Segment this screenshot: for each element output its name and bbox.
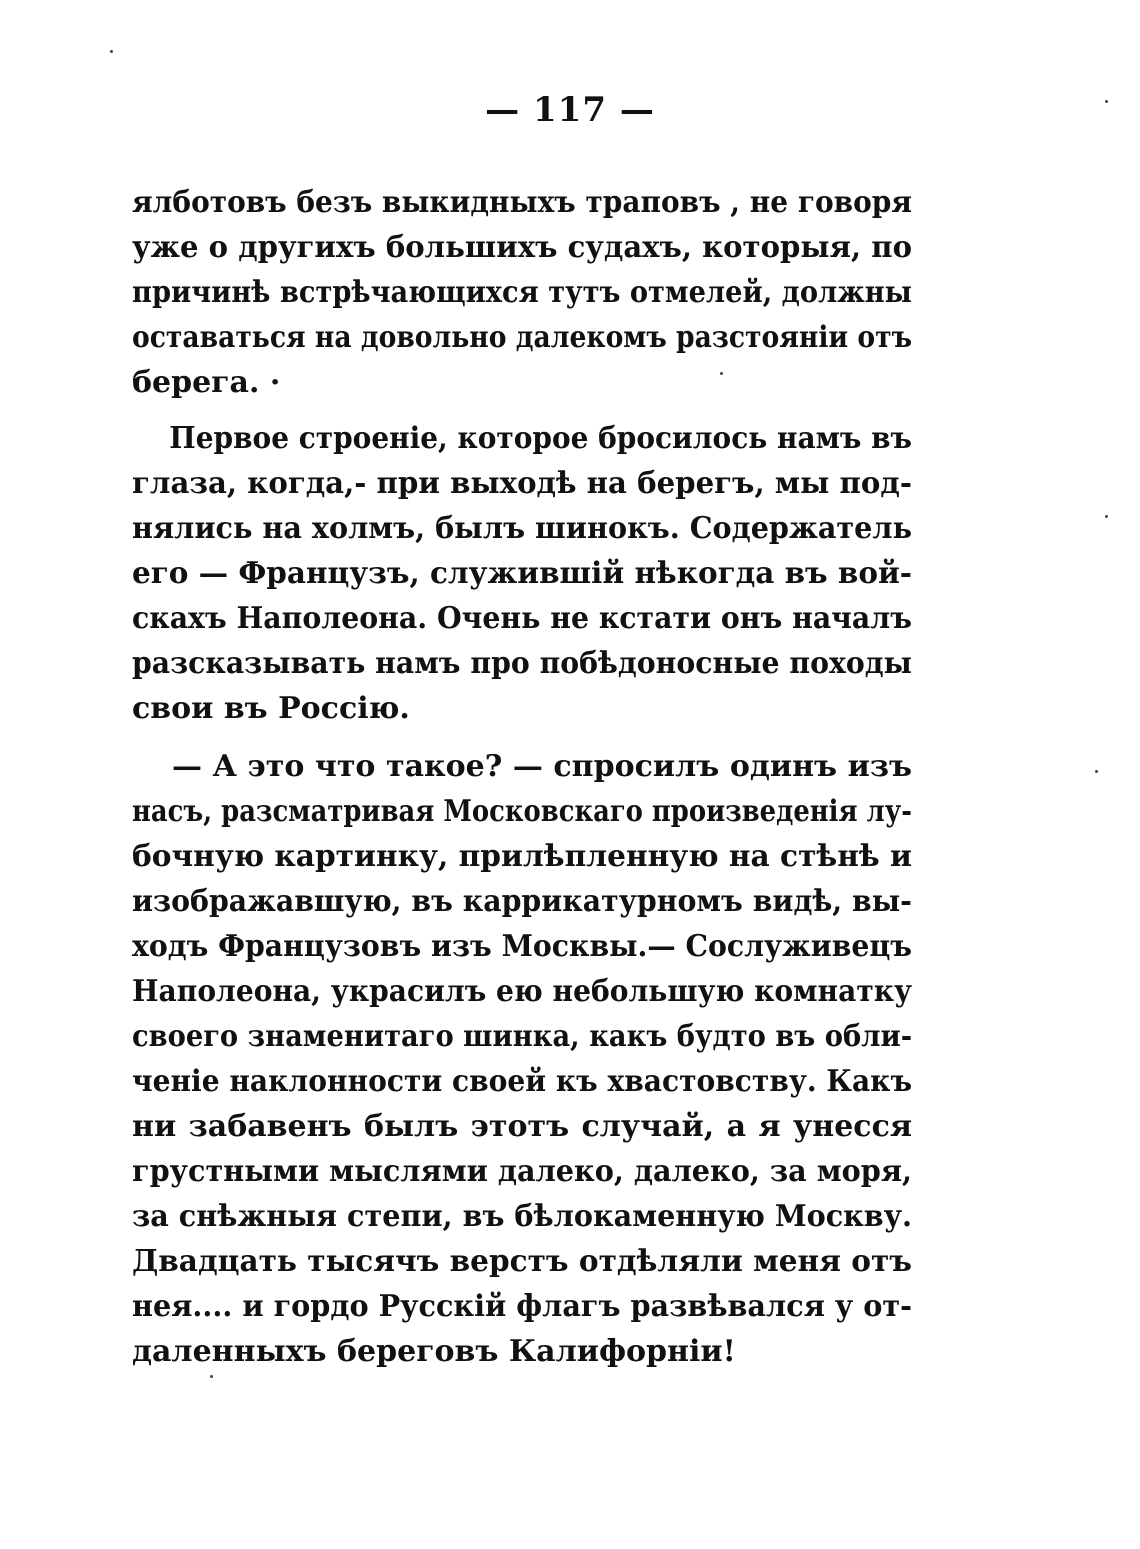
text-line: бочную картинку, прилѣпленную на стѣнѣ и	[132, 839, 912, 874]
text-line: грустными мыслями далеко, далеко, за моря,	[132, 1154, 913, 1189]
text-line: свои въ Россію.	[132, 691, 410, 726]
text-line: скахъ Наполеона. Очень не кстати онъ началъ	[132, 601, 912, 636]
page-number: — 117 —	[485, 90, 655, 130]
text-line: разсказывать намъ про побѣдоносные походы	[132, 646, 912, 681]
text-line: уже о другихъ большихъ судахъ, которыя, по	[132, 230, 913, 265]
scan-speck	[210, 1375, 213, 1378]
paragraph-3	[132, 744, 912, 1374]
text-line: глаза, когда,- при выходѣ на берегъ, мы под-	[132, 466, 912, 501]
scan-speck	[110, 50, 113, 53]
text-line: берега. ·	[132, 365, 281, 400]
text-line: Наполеона, украсилъ ею небольшую комнатку	[132, 974, 913, 1009]
text-line: нея.... и гордо Русскій флагъ развѣвался у от-	[132, 1289, 913, 1324]
paragraph-1	[132, 180, 912, 405]
text-line: оставаться на довольно далекомъ разстояніи отъ	[132, 320, 912, 355]
scan-speck	[1105, 100, 1108, 103]
scan-speck	[720, 372, 723, 375]
text-line: ни забавенъ былъ этотъ случай, а я унесся	[132, 1109, 912, 1144]
text-line: его — Французъ, служившій нѣкогда въ вой-	[132, 556, 913, 591]
text-line: Первое строеніе, которое бросилось намъ въ	[169, 421, 912, 456]
text-line: изображавшую, въ каррикатурномъ видѣ, вы-	[132, 884, 912, 919]
text-line: причинѣ встрѣчающихся тутъ отмелей, должны	[132, 275, 913, 310]
scan-speck	[1105, 515, 1108, 518]
paragraph-2	[132, 416, 912, 731]
text-line: за снѣжныя степи, въ бѣлокаменную Москву.	[132, 1199, 913, 1234]
text-line: ялботовъ безъ выкидныхъ траповъ , не говоря	[132, 185, 912, 220]
text-line: — А это что такое? — спросилъ одинъ изъ	[172, 749, 912, 784]
text-line: ченіе наклонности своей къ хвастовству. Какъ	[132, 1064, 913, 1099]
scan-speck	[1095, 770, 1098, 773]
text-line: даленныхъ береговъ Калифорніи!	[132, 1334, 736, 1369]
text-line: насъ, разсматривая Московскаго произведенія лу-	[132, 794, 913, 829]
text-line: своего знаменитаго шинка, какъ будто въ обли-	[132, 1019, 913, 1054]
text-line: нялись на холмъ, былъ шинокъ. Содержатель	[132, 511, 913, 546]
text-line: Двадцать тысячъ верстъ отдѣляли меня отъ	[132, 1244, 912, 1279]
text-line: ходъ Французовъ изъ Москвы.— Сослуживецъ	[132, 929, 913, 964]
